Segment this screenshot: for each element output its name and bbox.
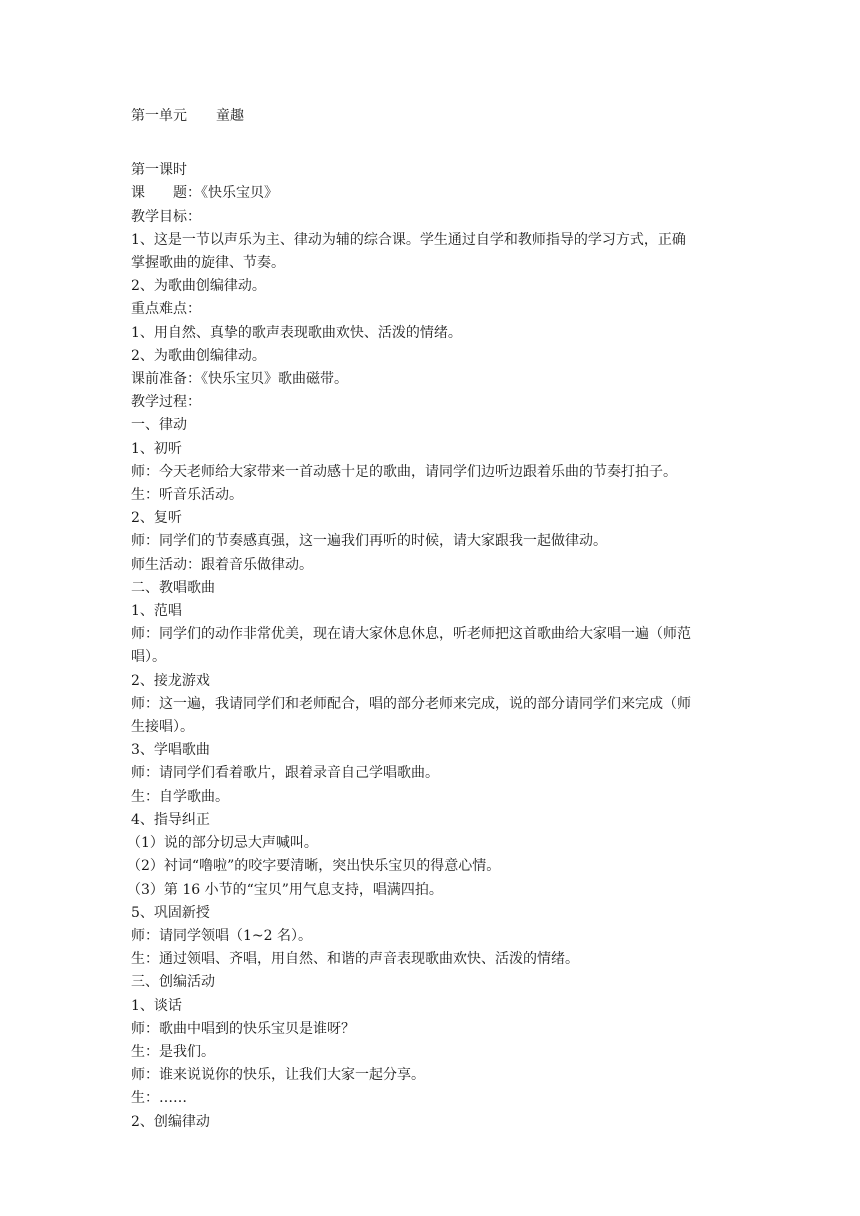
text-line: 师：这一遍，我请同学们和老师配合，唱的部分老师来完成，说的部分请同学们来完成（师 [131,695,691,712]
text-line: 1、初听 [131,440,182,457]
text-line: （1）说的部分切忌大声喊叫。 [127,835,318,852]
text-line: 生：…… [131,1090,187,1107]
text-line: 生：通过领唱、齐唱，用自然、和谐的声音表现歌曲欢快、活泼的情绪。 [131,951,579,968]
text-line: 师：请同学领唱（1~2 名）。 [131,927,312,944]
text-line: 1、范唱 [131,603,182,620]
text-line: 1、用自然、真挚的歌声表现歌曲欢快、活泼的情绪。 [131,324,462,341]
document-body [127,105,731,1134]
blank-line [131,128,731,159]
text-line: 2、复听 [131,510,182,527]
text-line: 生接唱）。 [131,719,194,736]
text-line: 师：同学们的节奏感真强，这一遍我们再听的时候，请大家跟我一起做律动。 [131,533,607,550]
text-line: （3）第 16 小节的“宝贝”用气息支持，唱满四拍。 [127,881,443,898]
text-line: 2、为歌曲创编律动。 [131,347,266,364]
text-line: 生：听音乐活动。 [131,487,243,504]
text-line: 4、指导纠正 [131,811,210,828]
unit-title: 童趣 [216,108,244,124]
text-line: 5、巩固新授 [131,904,210,921]
unit-label: 第一单元 [131,108,187,124]
text-line: 2、为歌曲创编律动。 [131,278,266,295]
text-line: 一、律动 [131,417,187,434]
text-line: 掌握歌曲的旋律、节奏。 [131,255,285,272]
text-line: 生：是我们。 [131,1043,215,1060]
text-line: 3、学唱歌曲 [131,742,210,759]
text-line: 师：同学们的动作非常优美，现在请大家休息休息，听老师把这首歌曲给大家唱一遍（师范 [131,626,691,643]
text-line: 第一课时 [131,162,187,179]
text-line: （2）衬词“噜啦”的咬字要清晰，突出快乐宝贝的得意心情。 [127,858,501,875]
text-line: 二、教唱歌曲 [131,579,215,596]
text-line: 师：谁来说说你的快乐，让我们大家一起分享。 [131,1067,425,1084]
text-line: 1、这是一节以声乐为主、律动为辅的综合课。学生通过自学和教师指导的学习方式，正确 [131,231,686,248]
text-line: 生：自学歌曲。 [131,788,229,805]
text-line: 1、谈话 [131,997,182,1014]
text-line: 三、创编活动 [131,974,215,991]
text-line: 师：请同学们看着歌片，跟着录音自己学唱歌曲。 [131,765,439,782]
text-line: 2、接龙游戏 [131,672,210,689]
text-line: 课 题：《快乐宝贝》 [131,185,278,202]
text-line: 师生活动：跟着音乐做律动。 [131,556,313,573]
text-lines [127,159,731,1134]
text-line: 课前准备：《快乐宝贝》歌曲磁带。 [131,371,348,388]
text-line: 师：今天老师给大家带来一首动感十足的歌曲，请同学们边听边跟着乐曲的节奏打拍子。 [131,463,677,480]
text-line: 教学过程： [131,394,201,411]
text-line: 唱）。 [131,649,166,666]
text-line: 师：歌曲中唱到的快乐宝贝是谁呀？ [131,1020,355,1037]
text-line: 2、创编律动 [131,1113,210,1130]
text-line: 教学目标： [131,208,201,225]
text-line: 重点难点： [131,301,201,318]
unit-heading [131,105,731,128]
